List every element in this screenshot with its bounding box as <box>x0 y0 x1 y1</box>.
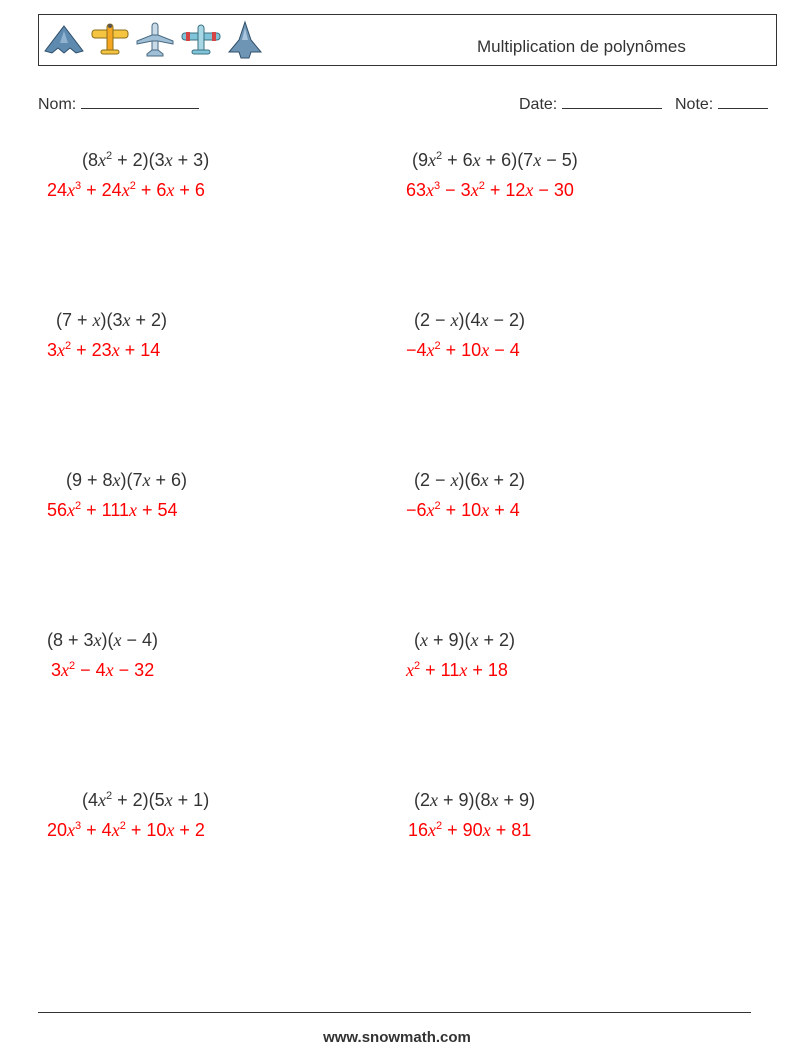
problem-expression: (9 + 8x)(7x + 6) <box>66 470 188 490</box>
problem-answer: $20x^3 + 4x^2 + 10x + 2$ <box>47 820 205 840</box>
problem-answer: $-6x^2 + 10x + 4$ <box>406 500 520 520</box>
problem-answer: $-4x^2 + 10x - 4$ <box>406 340 520 360</box>
date-field <box>519 94 662 114</box>
name-blank <box>81 94 199 109</box>
yellow-biplane-icon <box>90 22 130 58</box>
footer-divider <box>38 1012 751 1013</box>
problem-expression: (7 + x)(3x + 2) <box>56 310 168 330</box>
problem-expression: $(9x^2 + 6x + 6)(7x - 5)$ <box>412 150 578 170</box>
name-label: Nom: <box>38 96 77 113</box>
passenger-jet-icon <box>135 21 175 59</box>
name-field <box>38 94 199 114</box>
problem-answer: $16x^2 + 90x + 81$ <box>408 820 532 840</box>
propeller-plane-icon <box>180 22 222 58</box>
header-icons <box>43 20 263 60</box>
stealth-plane-icon <box>43 23 85 57</box>
problem-answer: $56x^2 + 111x + 54$ <box>47 500 178 520</box>
grade-label: Note: <box>675 96 714 113</box>
problem-expression: (2 − x)(6x + 2) <box>414 470 526 490</box>
fighter-jet-icon <box>227 20 263 60</box>
problem-answer: $63x^3 - 3x^2 + 12x - 30$ <box>406 180 574 200</box>
date-label: Date: <box>519 96 558 113</box>
problem-answer: $24x^3 + 24x^2 + 6x + 6$ <box>47 180 205 200</box>
grade-field <box>675 94 768 114</box>
page-title: Multiplication de polynômes <box>477 37 686 56</box>
date-blank <box>562 94 662 109</box>
problem-answer: $3x^2 + 23x + 14$ <box>47 340 161 360</box>
problem-answer: $3x^2 - 4x - 32$ <box>51 660 155 680</box>
header-box <box>38 14 777 66</box>
problem-expression: $(4x^2 + 2)(5x + 1)$ <box>82 790 210 810</box>
problem-expression: (2 − x)(4x − 2) <box>414 310 526 330</box>
problem-answer: $x^2 + 11x + 18$ <box>406 660 508 680</box>
problem-expression: (8 + 3x)(x − 4) <box>47 630 159 650</box>
problem-expression: (x + 9)(x + 2) <box>414 630 516 650</box>
problem-expression: (2x + 9)(8x + 9) <box>414 790 536 810</box>
problem-expression: $(8x^2 + 2)(3x + 3)$ <box>82 150 210 170</box>
footer-url: www.snowmath.com <box>323 1029 471 1046</box>
grade-blank <box>718 94 768 109</box>
